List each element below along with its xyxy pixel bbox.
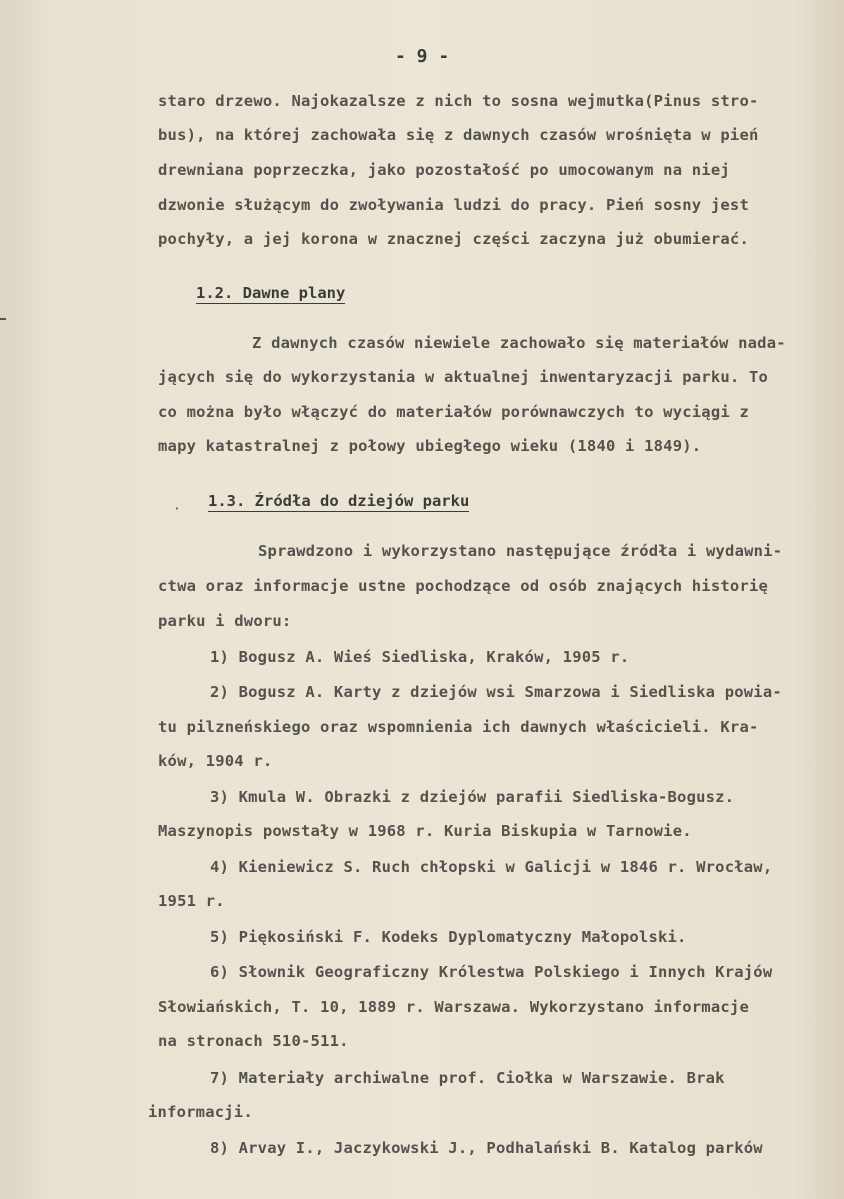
text-line: jących się do wykorzystania w aktualnej inwentaryzacji parku. To	[158, 368, 769, 386]
source-item: 1) Bogusz A. Wieś Siedliska, Kraków, 1905 r.	[210, 648, 630, 666]
section-heading-1-2: 1.2. Dawne plany	[196, 284, 346, 302]
punch-mark	[0, 318, 6, 320]
text-line: drewniana poprzeczka, jako pozostałość po umocowanym na niej	[158, 161, 730, 179]
text-line: dzwonie służącym do zwoływania ludzi do pracy. Pień sosny jest	[158, 196, 749, 214]
section-heading-1-3: 1.3. Źródła do dziejów parku	[208, 492, 470, 510]
source-item-cont: na stronach 510-511.	[158, 1032, 349, 1050]
text-line: bus), na której zachowała się z dawnych czasów wrośnięta w pień	[158, 126, 759, 144]
source-item-cont: Słowiańskich, T. 10, 1889 r. Warszawa. Wykorzystano informacje	[158, 998, 749, 1016]
text-line: Z dawnych czasów niewiele zachowało się materiałów nada-	[252, 334, 786, 352]
source-item: 3) Kmula W. Obrazki z dziejów parafii Siedliska-Bogusz.	[210, 788, 735, 806]
text-line: ctwa oraz informacje ustne pochodzące od osób znających historię	[158, 577, 769, 595]
source-item-cont: informacji.	[148, 1103, 253, 1121]
text-line: Sprawdzono i wykorzystano następujące źródła i wydawni-	[258, 542, 783, 560]
source-item: 4) Kieniewicz S. Ruch chłopski w Galicji w 1846 r. Wrocław,	[210, 858, 773, 876]
source-item-cont: tu pilzneńskiego oraz wspomnienia ich dawnych właścicieli. Kra-	[158, 718, 759, 736]
source-item: 2) Bogusz A. Karty z dziejów wsi Smarzowa i Siedliska powia-	[210, 683, 782, 701]
source-item: 6) Słownik Geograficzny Królestwa Polskiego i Innych Krajów	[210, 963, 773, 981]
source-item: 7) Materiały archiwalne prof. Ciołka w Warszawie. Brak	[210, 1069, 725, 1087]
margin-mark: ·	[173, 502, 181, 517]
source-item: 5) Piękosiński F. Kodeks Dyplomatyczny Małopolski.	[210, 928, 687, 946]
text-line: co można było włączyć do materiałów porównawczych to wyciągi z	[158, 403, 749, 421]
text-line: pochyły, a jej korona w znacznej części zaczyna już obumierać.	[158, 230, 749, 248]
text-line: staro drzewo. Najokazalsze z nich to sosna wejmutka(Pinus stro-	[158, 92, 759, 110]
text-line: mapy katastralnej z połowy ubiegłego wieku (1840 i 1849).	[158, 437, 702, 455]
page-number: - 9 -	[395, 46, 450, 67]
source-item-cont: 1951 r.	[158, 892, 225, 910]
source-item: 8) Arvay I., Jaczykowski J., Podhalański B. Katalog parków	[210, 1139, 763, 1157]
source-item-cont: Maszynopis powstały w 1968 r. Kuria Biskupia w Tarnowie.	[158, 822, 692, 840]
source-item-cont: ków, 1904 r.	[158, 752, 273, 770]
text-line: parku i dworu:	[158, 612, 292, 630]
